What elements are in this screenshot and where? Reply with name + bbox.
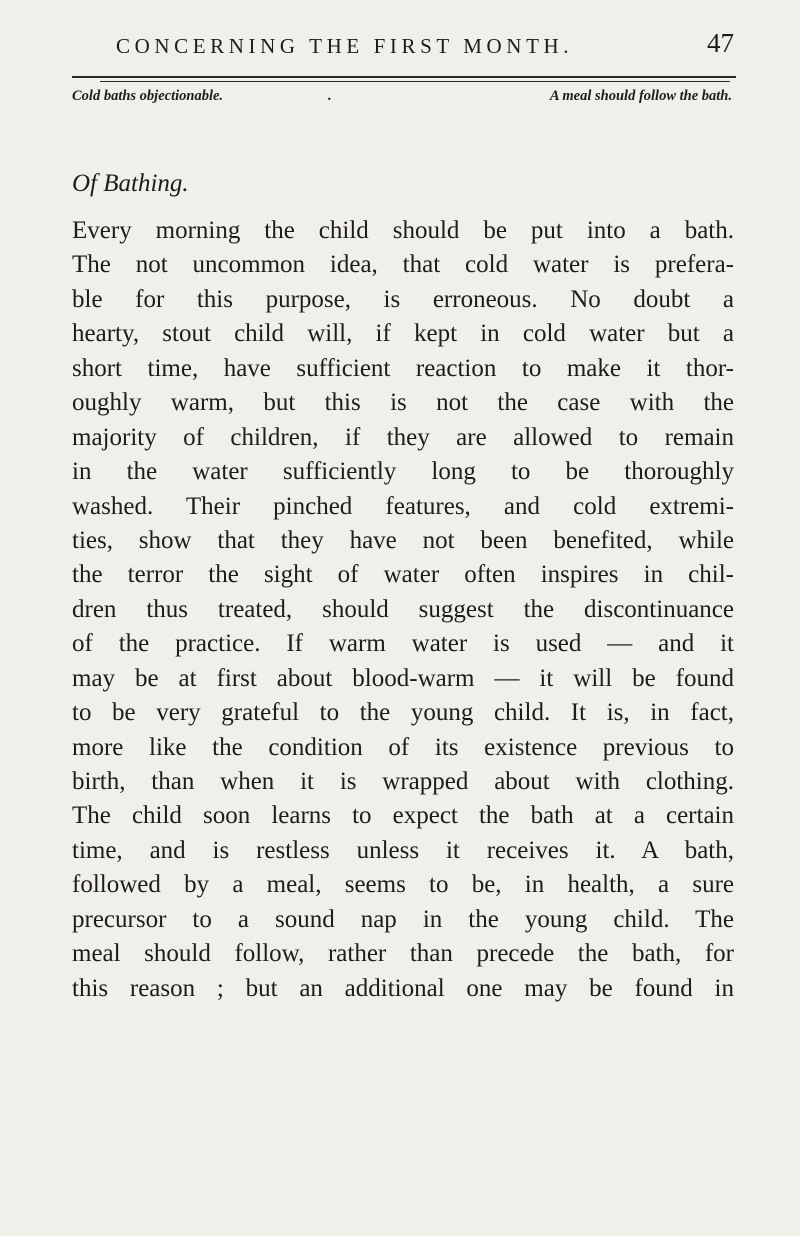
page-number: 47 bbox=[707, 28, 734, 58]
text-line: oughly warm, but this is not the case with the bbox=[72, 389, 734, 417]
text-line: washed. Their pinched features, and cold extremi- bbox=[72, 492, 734, 520]
text-line: more like the condition of its existence previous to bbox=[72, 733, 734, 761]
side-note-right: A meal should follow the bath. bbox=[549, 88, 732, 104]
text-line: meal should follow, rather than precede the bath, for bbox=[72, 940, 734, 968]
text-line: may be at first about blood-warm — it will be found bbox=[72, 664, 734, 692]
side-note-separator: . bbox=[328, 88, 332, 104]
text-line: the terror the sight of water often inspires in chil- bbox=[72, 561, 734, 589]
text-line: to be very grateful to the young child. It is, in fact, bbox=[72, 699, 734, 727]
text-line: short time, have sufficient reaction to make it thor- bbox=[72, 354, 734, 382]
text-line: ties, show that they have not been benefited, while bbox=[72, 526, 734, 554]
text-line: The child soon learns to expect the bath at a certain bbox=[72, 802, 734, 830]
text-line: birth, than when it is wrapped about with clothing. bbox=[72, 768, 734, 795]
text-line: majority of children, if they are allowed to remain bbox=[72, 423, 734, 451]
text-line: time, and is restless unless it receives it. A bath, bbox=[72, 836, 734, 864]
text-line: dren thus treated, should suggest the discontinuance bbox=[72, 595, 734, 623]
header-rule bbox=[72, 76, 736, 78]
side-notes bbox=[72, 88, 736, 112]
text-line: The not uncommon idea, that cold water is prefera- bbox=[72, 251, 734, 279]
text-line: this reason ; but an additional one may be found in bbox=[72, 974, 734, 1002]
running-title: CONCERNING THE FIRST MONTH. bbox=[116, 34, 574, 58]
text-line: followed by a meal, seems to be, in health, a sure bbox=[72, 871, 734, 899]
side-note-left: Cold baths objectionable. bbox=[72, 88, 224, 104]
running-head bbox=[72, 30, 736, 74]
text-line: hearty, stout child will, if kept in cold water but a bbox=[72, 320, 734, 348]
body-text bbox=[72, 214, 734, 1006]
text-line: Every morning the child should be put into a bath. bbox=[72, 217, 734, 244]
text-line: ble for this purpose, is erroneous. No doubt a bbox=[72, 285, 734, 313]
text-line: of the practice. If warm water is used — and it bbox=[72, 630, 734, 658]
section-title: Of Bathing. bbox=[72, 170, 189, 197]
text-line: in the water sufficiently long to be thoroughly bbox=[72, 458, 734, 486]
text-line: precursor to a sound nap in the young child. The bbox=[72, 905, 734, 933]
header-rule-thin bbox=[100, 81, 730, 82]
